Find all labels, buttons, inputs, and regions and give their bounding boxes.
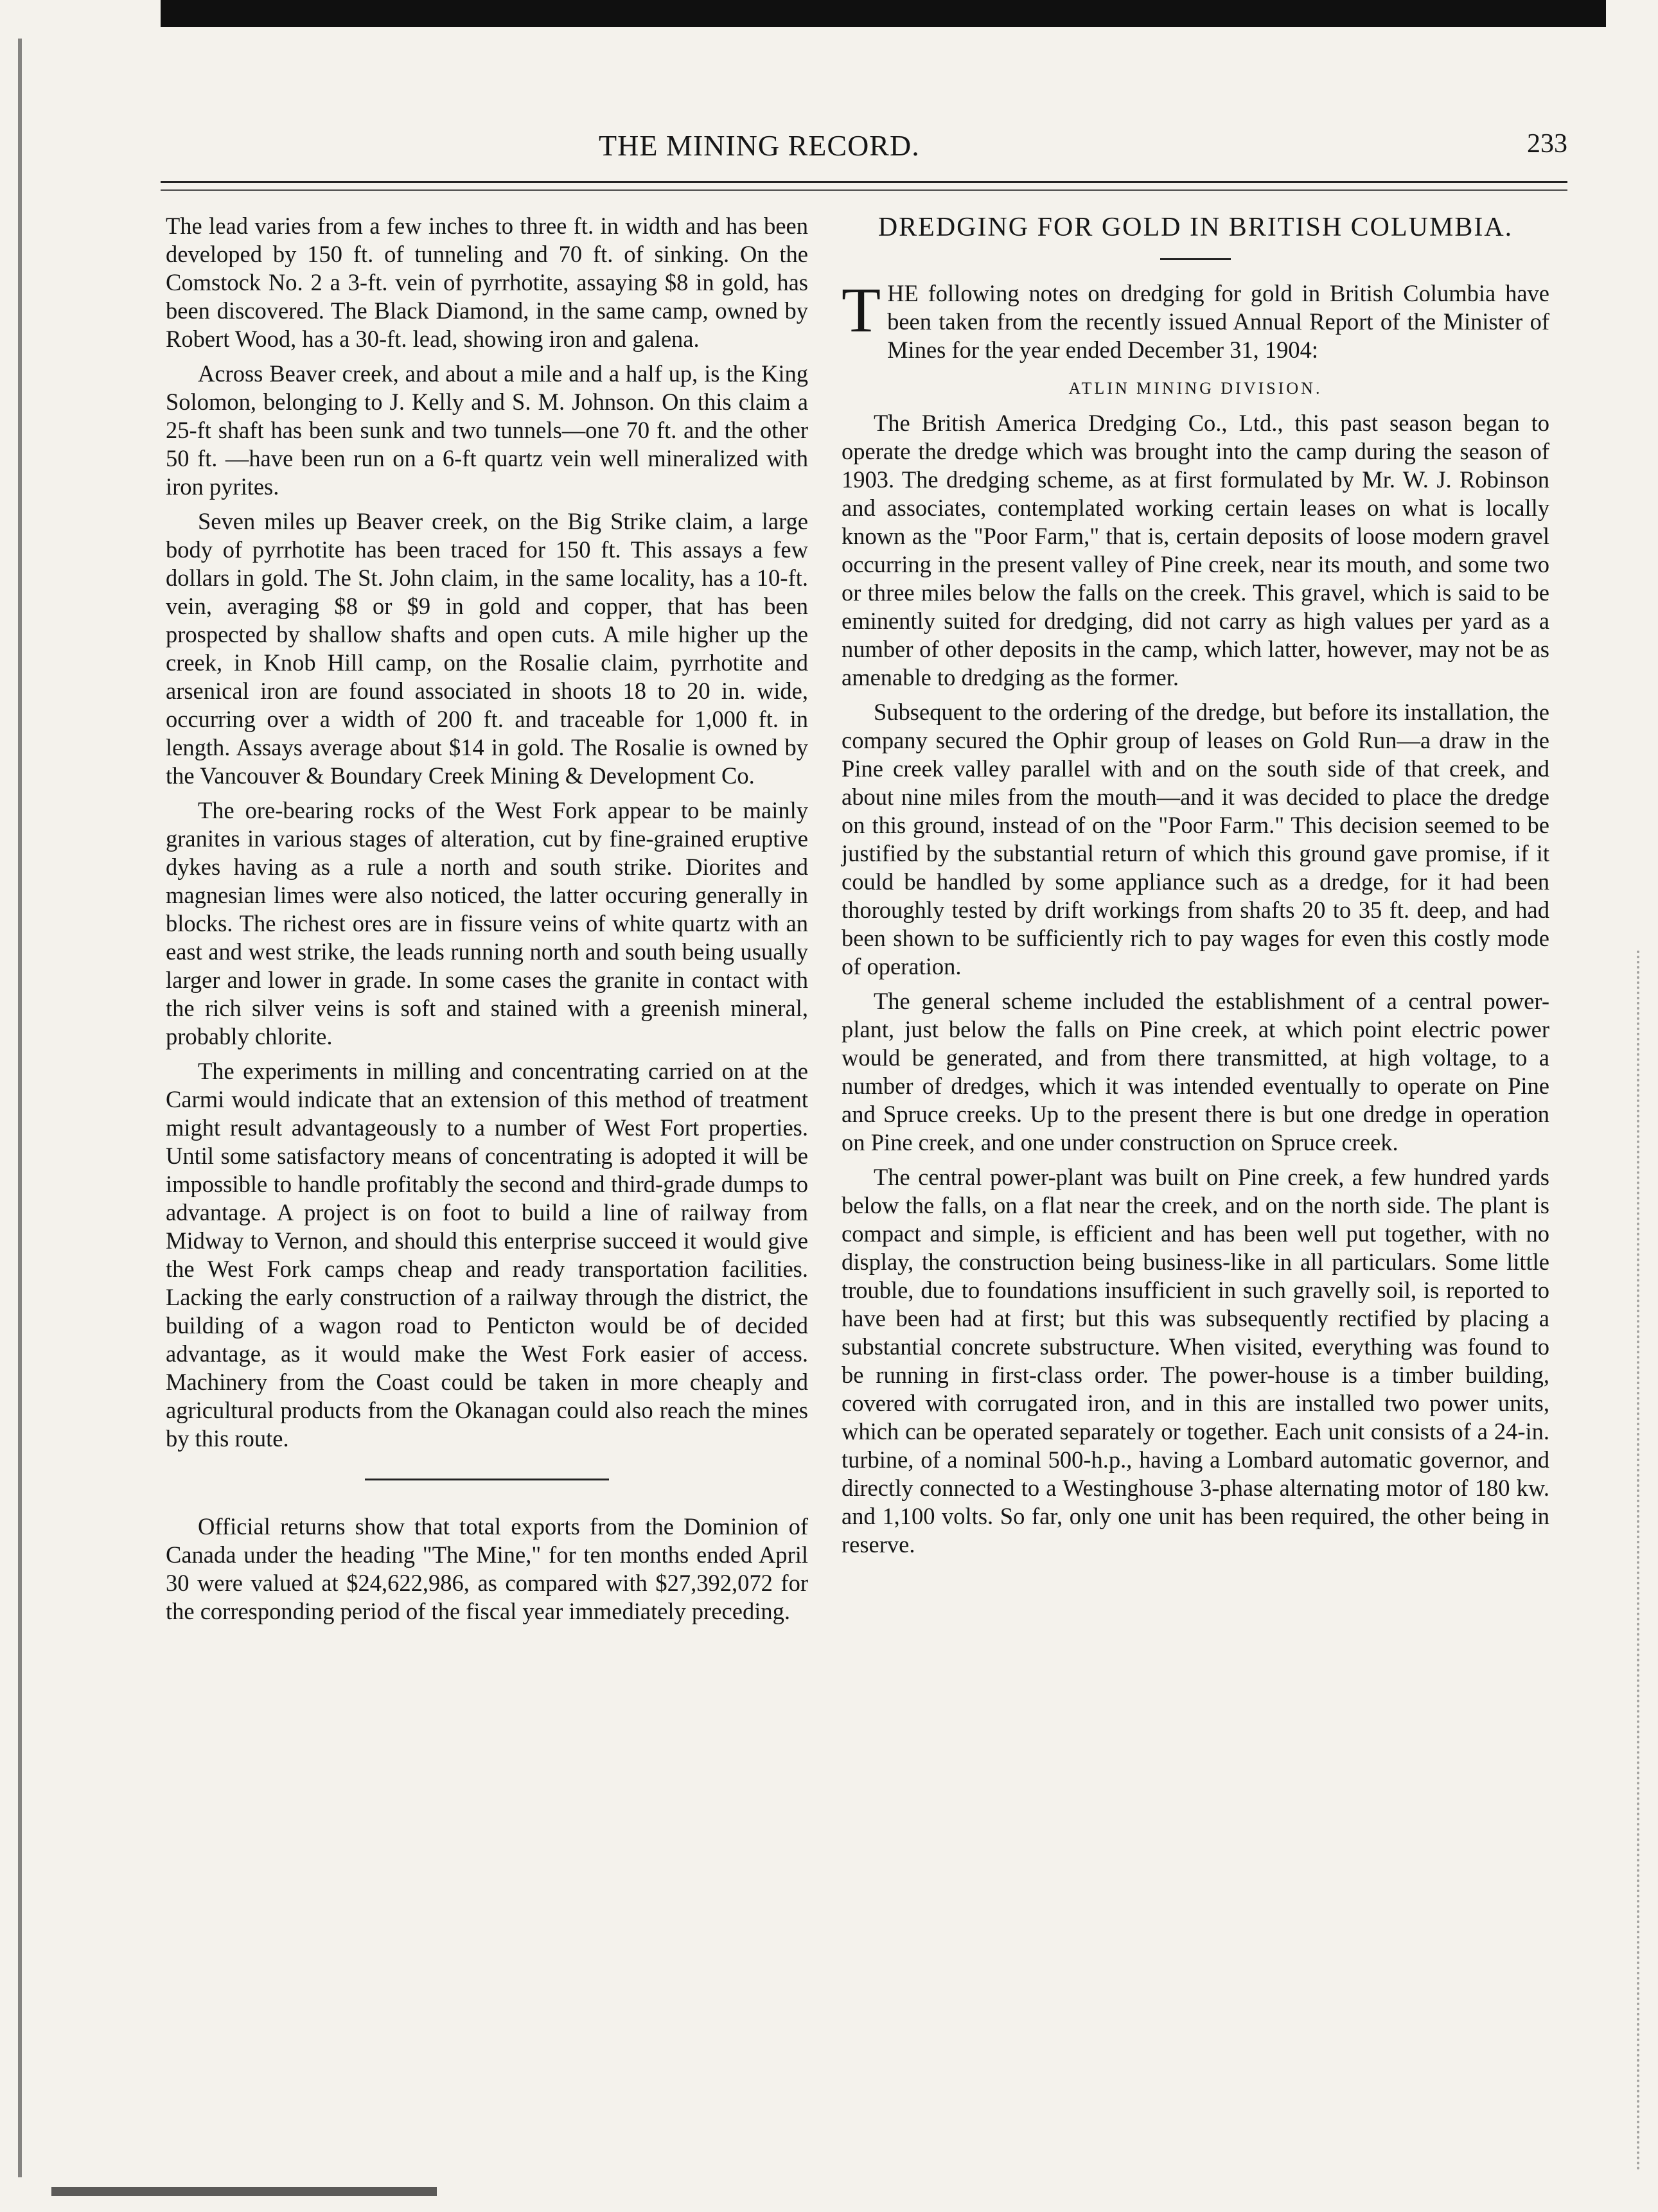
scan-top-edge: [161, 0, 1606, 27]
running-title: THE MINING RECORD.: [599, 129, 920, 162]
left-column: [166, 212, 808, 1632]
paragraph: The central power-plant was built on Pine creek, a few hundred yards below the falls, on a flat near the creek, and on the north side. The plant is compact and simple, is efficient and has been well put together, with no display, the construction being business-like in all particulars. Some little trouble, due to foundations insufficient in such gravelly soil, is reported to have been had at first; but this was subsequently rectified by placing a substantial concrete substructure. When visited, everything was found to be running in first-class order. The power-house is a timber building, covered with corrugated iron, and in this are installed two power units, which can be operated separately or together. Each unit consists of a 24-in. turbine, of a nominal 500-h.p., having a Lombard automatic governor, and directly connected to a Westinghouse 3-phase alternating motor of 180 kw. and 1,100 volts. So far, only one unit has been required, the other being in reserve.: [842, 1164, 1549, 1558]
drop-cap: T: [842, 274, 881, 346]
paragraph: The British America Dredging Co., Ltd., this past season began to operate the dredge which was brought into the camp during the season of 1903. The dredging scheme, as at first formulated by Mr. W. J. Robinson and associates, contemplated working certain leases on what is locally known as the "Poor Farm," that is, certain deposits of loose modern gravel occurring in the present valley of Pine creek, near its mouth, and some two or three miles below the falls on the creek. This gravel, which is said to be eminently suited for dredging, did not carry as high values per yard as a number of other deposits in the camp, which latter, however, may not be as amenable to dredging as the former.: [842, 410, 1549, 690]
title-rule: [1160, 258, 1231, 260]
paragraph: The experiments in milling and concentrating carried on at the Carmi would indicate that an extension of this method of treatment might result advantageously to a number of West Fort properties. Until some satisfactory means of concentrating is adopted it will be impossible to handle profitably the second and third-grade dumps to advantage. A project is on foot to build a line of railway from Midway to Vernon, and should this enterprise succeed it would give the West Fork camps cheap and ready transportation facilities. Lacking the early construction of a railway through the district, the building of a wagon road to Penticton would be of decided advantage, as it would make the West Fork easier of access. Machinery from the Coast could be taken in more cheaply and agricultural products from the Okanagan could also reach the mines by this route.: [166, 1058, 808, 1452]
paragraph: The general scheme included the establishment of a central power-plant, just below the falls on Pine creek, at which point electric power would be generated, and from there transmitted, at high voltage, to a number of dredges, which it was intended eventually to operate on Pine and Spruce creeks. Up to the present there is but one dredge in operation on Pine creek, and one under construction on Spruce creek.: [842, 988, 1549, 1155]
intro-text: HE following notes on dredging for gold in British Columbia have been taken from the recently issued Annual Report of the Minister of Mines for the year ended December 31, 1904:: [887, 280, 1549, 363]
page-header: [161, 128, 1567, 173]
paragraph: The ore-bearing rocks of the West Fork appear to be mainly granites in various stages of alteration, cut by fine-grained eruptive dykes having as a rule a north and south strike. Diorites and magnesian limes were also noticed, the latter occuring generally in blocks. The richest ores are in fissure veins of white quartz with an east and west strike, the leads running north and south being usually larger and lower in grade. In some cases the granite in contact with the rich silver veins is soft and stained with a greenish mineral, probably chlorite.: [166, 797, 808, 1049]
page-number: 233: [1527, 129, 1567, 159]
section-heading: ATLIN MINING DIVISION.: [1068, 379, 1323, 398]
paragraph: The lead varies from a few inches to three ft. in width and has been developed by 150 ft. of tunneling and 70 ft. of sinking. On the Comstock No. 2 a 3-ft. vein of pyrrhotite, assaying $8 in gold, has been discovered. The Black Diamond, in the same camp, owned by Robert Wood, has a 30-ft. lead, showing iron and galena.: [166, 213, 808, 352]
article-title: DREDGING FOR GOLD IN BRITISH COLUMBIA.: [878, 213, 1513, 242]
exports-note: Official returns show that total exports from the Dominion of Canada under the heading "The Mine," for ten months ended April 30 were valued at $24,622,986, as compared with $27,392,072 for the corresponding period of the fiscal year immediately preceding.: [166, 1513, 808, 1624]
header-rule: [161, 181, 1567, 191]
section-divider: [365, 1479, 609, 1480]
paragraph: Subsequent to the ordering of the dredge, but before its installation, the company secured the Ophir group of leases on Gold Run—a draw in the Pine creek valley parallel with and on the south side of that creek, and about nine miles from the mouth—and it was decided to place the dredge on this ground, instead of on the "Poor Farm." This decision seemed to be justified by the substantial return of which this ground gave promise, if it could be handled by some appliance such as a dredge, for it had been thoroughly tested by drift workings from shafts 20 to 35 ft. deep, and had been shown to be sufficiently rich to pay wages for even this costly mode of operation.: [842, 699, 1549, 979]
scan-bottom-edge: [51, 2187, 437, 2196]
article-intro: [842, 274, 1549, 364]
paragraph: Across Beaver creek, and about a mile and a half up, is the King Solomon, belonging to J. Kelly and S. M. Johnson. On this claim a 25-ft shaft has been sunk and two tunnels—one 70 ft. and the other 50 ft. —have been run on a 6-ft quartz vein well mineralized with iron pyrites.: [166, 360, 808, 500]
right-column: [842, 212, 1549, 1565]
scan-left-edge: [18, 39, 22, 2177]
paragraph: Seven miles up Beaver creek, on the Big Strike claim, a large body of pyrrhotite has been traced for 150 ft. This assays a few dollars in gold. The St. John claim, in the same locality, has a 10-ft. vein, averaging $8 or $9 in gold and copper, that has been prospected by shallow shafts and open cuts. A mile higher up the creek, in Knob Hill camp, on the Rosalie claim, pyrrhotite and arsenical iron are found associated in shoots 18 to 20 in. wide, occurring over a width of 200 ft. and traceable for 1,000 ft. in length. Assays average about $14 in gold. The Rosalie is owned by the Vancouver & Boundary Creek Mining & Development Co.: [166, 508, 808, 789]
scan-right-edge: [1637, 951, 1642, 2171]
